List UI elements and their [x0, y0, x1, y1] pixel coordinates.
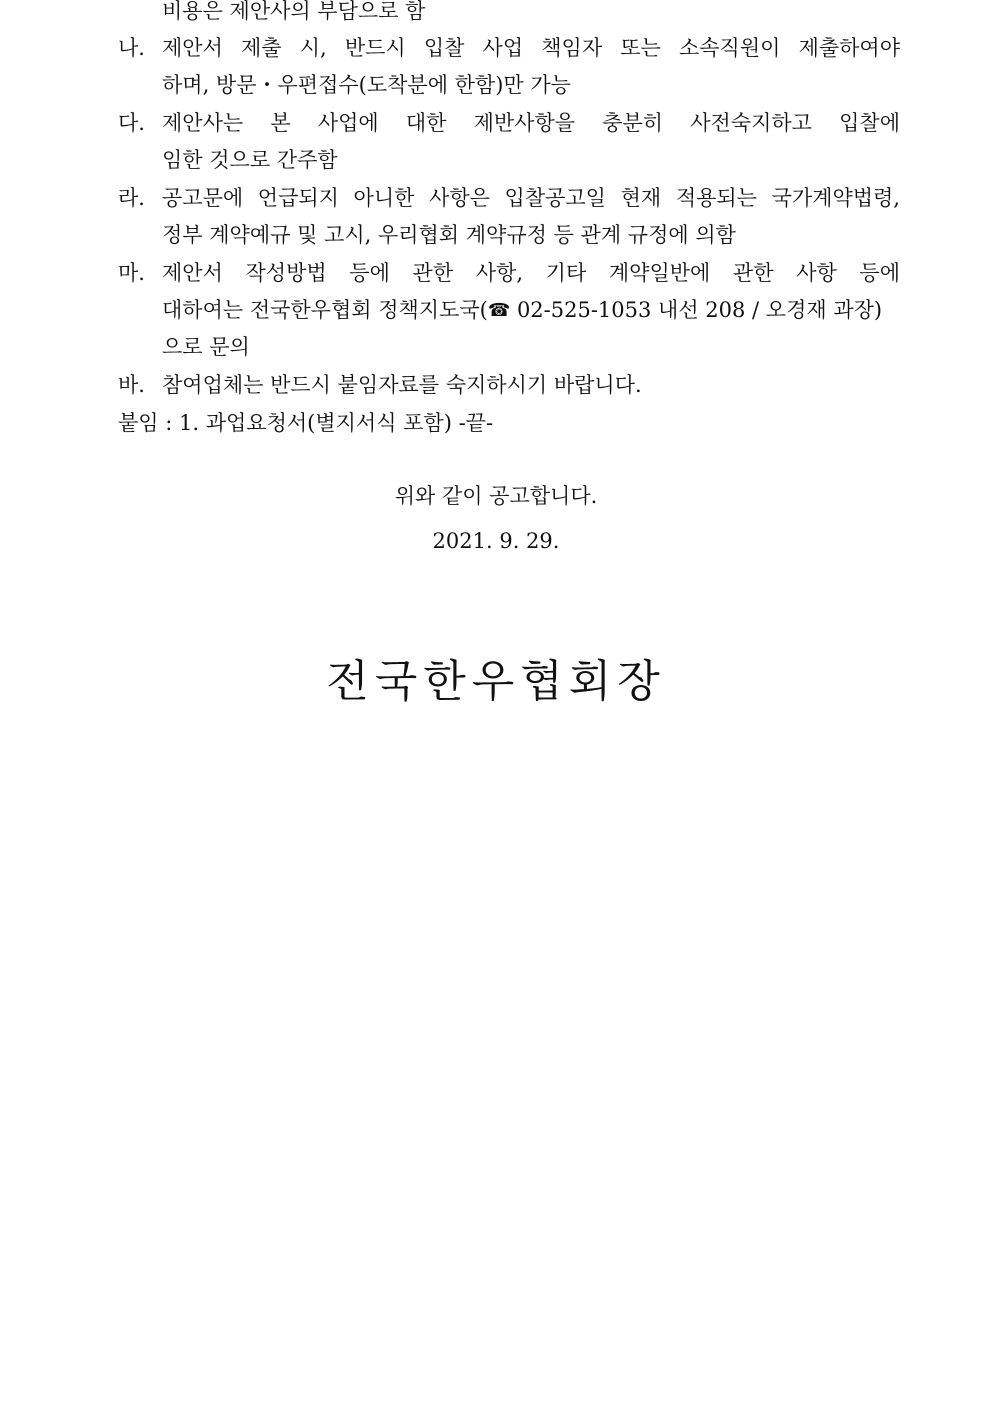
- item-marker: 다.: [118, 111, 145, 135]
- list-item-ma: [118, 255, 900, 366]
- item-line: 참여업체는 반드시 붙임자료를 숙지하시기 바랍니다.: [162, 373, 642, 397]
- signer-title: 전국한우협회장: [326, 656, 666, 707]
- item-marker: 마.: [118, 261, 145, 285]
- item-line: 제안서 제출 시, 반드시 입찰 사업 책임자 또는 소속직원이 제출하여야: [162, 36, 900, 60]
- item-line: 정부 계약예규 및 고시, 우리협회 계약규정 등 관계 규정에 의함: [162, 223, 736, 247]
- closing-statement: 위와 같이 공고합니다.: [394, 484, 598, 508]
- attachment-note: 붙임 : 1. 과업요청서(별지서식 포함) -끝-: [118, 411, 494, 435]
- item-line: [118, 292, 900, 329]
- list-item-da: [118, 105, 900, 179]
- contact-suffix: 02-525-1053 내선 208 / 오경재 과장): [510, 298, 883, 322]
- contact-prefix: 대하여는 전국한우협회 정책지도국(: [162, 298, 488, 322]
- phone-icon: ☎: [487, 300, 511, 321]
- announcement-date: 2021. 9. 29.: [432, 529, 560, 553]
- continued-text: 비용은 제안사의 부담으로 함: [162, 0, 426, 23]
- item-line: 제안서 작성방법 등에 관한 사항, 기타 계약일반에 관한 사항 등에: [162, 261, 900, 285]
- item-marker: 라.: [118, 186, 145, 210]
- item-line: 하며, 방문・우편접수(도착분에 한함)만 가능: [162, 73, 571, 97]
- item-marker: 나.: [118, 36, 145, 60]
- item-marker: 바.: [118, 373, 145, 397]
- item-line: 임한 것으로 간주함: [162, 148, 338, 172]
- list-item-ba: [118, 367, 900, 404]
- item-line: 으로 문의: [162, 335, 250, 359]
- continued-line: [118, 0, 900, 30]
- list-item-ra: [118, 180, 900, 254]
- item-line: 제안사는 본 사업에 대한 제반사항을 충분히 사전숙지하고 입찰에: [162, 111, 900, 135]
- list-item-na: [118, 30, 900, 104]
- item-line: 공고문에 언급되지 아니한 사항은 입찰공고일 현재 적용되는 국가계약법령,: [162, 186, 900, 210]
